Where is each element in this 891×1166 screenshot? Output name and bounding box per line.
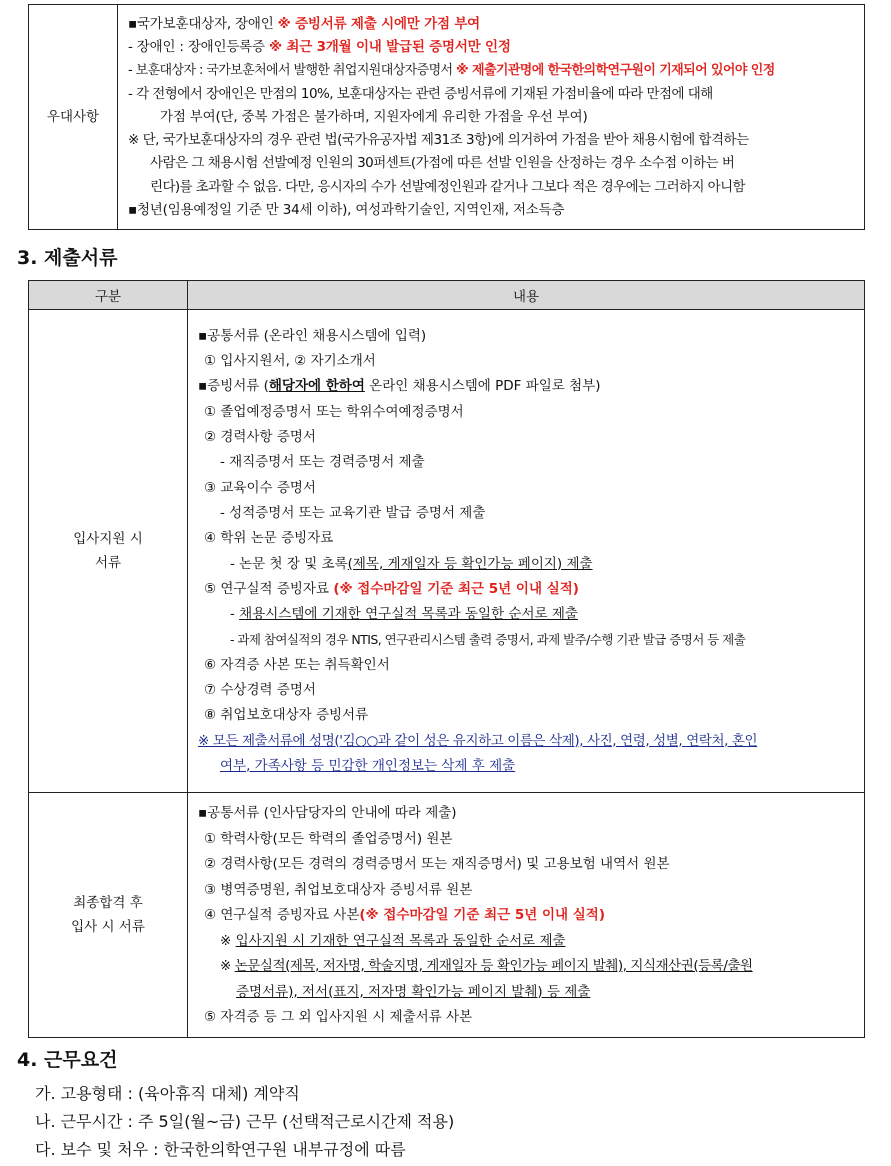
row-label-final: 최종합격 후 입사 시 서류 xyxy=(29,793,188,1038)
list-item: ⑥ 자격증 사본 또는 취득확인서 xyxy=(204,656,390,673)
documents-table xyxy=(28,280,865,1038)
list-item: ② 경력사항 증명서 xyxy=(204,429,316,446)
list-item: ④ 연구실적 증빙자료 사본(※ 접수마감일 기준 최근 5년 이내 실적) xyxy=(204,907,606,923)
table-row xyxy=(29,310,865,793)
section-3-title: 3. 제출서류 xyxy=(17,247,118,269)
list-item: - 재직증명서 또는 경력증명서 제출 xyxy=(220,454,425,471)
list-item: ▪공통서류 (온라인 채용시스템에 입력) xyxy=(198,327,427,344)
row-content-application xyxy=(188,310,865,793)
pref-line-9: ▪청년(임용예정일 기준 만 34세 이하), 여성과학기술인, 지역인재, 저소득층 xyxy=(128,202,565,219)
list-item: ▪공통서류 (인사담당자의 안내에 따라 제출) xyxy=(198,805,457,821)
list-item: ⑦ 수상경력 증명서 xyxy=(204,681,316,698)
list-item: ④ 학위 논문 증빙자료 xyxy=(204,530,334,547)
table-row xyxy=(29,793,865,1038)
pref-line-2: - 장애인 : 장애인등록증 ※ 최근 3개월 이내 발급된 증명서만 인정 xyxy=(128,38,511,55)
column-header-category: 구분 xyxy=(29,281,188,310)
list-item: ① 입사지원서, ② 자기소개서 xyxy=(204,353,376,370)
pref-line-6: ※ 단, 국가보훈대상자의 경우 관련 법(국가유공자법 제31조 3항)에 의거하여 가점을 받아 채용시험에 합격하는 xyxy=(128,132,749,149)
preference-table xyxy=(28,4,865,230)
list-item: - 성적증명서 또는 교육기관 발급 증명서 제출 xyxy=(220,504,486,521)
list-item: ③ 교육이수 증명서 xyxy=(204,479,316,496)
work-condition-a: 가. 고용형태 : (육아휴직 대체) 계약직 xyxy=(35,1084,300,1103)
list-item: - 과제 참여실적의 경우 NTIS, 연구관리시스템 출력 증명서, 과제 발주/수행 기관 발급 증명서 등 제출 xyxy=(230,632,746,648)
work-condition-b: 나. 근무시간 : 주 5일(월~금) 근무 (선택적근로시간제 적용) xyxy=(35,1112,455,1131)
list-item: ① 학력사항(모든 학력의 졸업증명서) 원본 xyxy=(204,830,453,847)
list-item: ⑤ 자격증 등 그 외 입사지원 시 제출서류 사본 xyxy=(204,1009,473,1025)
preference-content xyxy=(118,5,865,230)
row-label-application: 입사지원 시 서류 xyxy=(29,310,188,793)
preference-label: 우대사항 xyxy=(29,5,118,230)
section-4-title: 4. 근무요건 xyxy=(17,1049,118,1071)
list-item: ③ 병역증명원, 취업보호대상자 증빙서류 원본 xyxy=(204,881,473,898)
list-item: ※ 논문실적(제목, 저자명, 학술지명, 게재일자 등 확인가능 페이지 발췌), 지식재산권(등록/출원 xyxy=(220,958,753,974)
pref-line-4: - 각 전형에서 장애인은 만점의 10%, 보훈대상자는 관련 증빙서류에 기재된 가점비율에 따라 만점에 대해 xyxy=(128,85,713,102)
list-item: ▪증빙서류 (해당자에 한하여 온라인 채용시스템에 PDF 파일로 첨부) xyxy=(198,378,601,395)
pref-line-7: 사람은 그 채용시험 선발예정 인원의 30퍼센트(가점에 따른 선발 인원을 산정하는 경우 소수점 이하는 버 xyxy=(150,155,735,172)
list-item: ① 졸업예정증명서 또는 학위수여예정증명서 xyxy=(204,403,464,420)
list-item: ② 경력사항(모든 경력의 경력증명서 또는 재직증명서) 및 고용보험 내역서 원본 xyxy=(204,856,670,872)
pref-line-8: 린다)를 초과할 수 없음. 다만, 응시자의 수가 선발예정인원과 같거나 그보다 적은 경우에는 그러하지 아니함 xyxy=(150,178,745,195)
pref-line-1: ▪국가보훈대상자, 장애인 ※ 증빙서류 제출 시에만 가점 부여 xyxy=(128,15,480,32)
row-content-final xyxy=(188,793,865,1038)
work-condition-c: 다. 보수 및 처우 : 한국한의학연구원 내부규정에 따름 xyxy=(35,1140,406,1159)
pref-line-5: 가점 부여(단, 중복 가점은 불가하며, 지원자에게 유리한 가점을 우선 부여) xyxy=(160,108,588,125)
privacy-note-cont: 여부, 가족사항 등 민감한 개인정보는 삭제 후 제출 xyxy=(220,757,516,774)
list-item: ⑤ 연구실적 증빙자료 (※ 접수마감일 기준 최근 5년 이내 실적) xyxy=(204,580,579,597)
list-item: ⑧ 취업보호대상자 증빙서류 xyxy=(204,707,369,724)
list-item: - 논문 첫 장 및 초록(제목, 게재일자 등 확인가능 페이지) 제출 xyxy=(230,555,593,572)
list-item: 증명서류), 저서(표지, 저자명 확인가능 페이지 발췌) 등 제출 xyxy=(236,983,591,1000)
pref-line-3: - 보훈대상자 : 국가보훈처에서 발행한 취업지원대상자증명서 ※ 제출기관명에 한국한의학연구원이 기재되어 있어야 인정 xyxy=(128,63,775,79)
list-item: - 채용시스템에 기재한 연구실적 목록과 동일한 순서로 제출 xyxy=(230,606,578,623)
column-header-content: 내용 xyxy=(188,281,865,310)
privacy-note: ※ 모든 제출서류에 성명('김○○과 같이 성은 유지하고 이름은 삭제), 사진, 연령, 성별, 연락처, 혼인 xyxy=(198,732,758,749)
list-item: ※ 입사지원 시 기재한 연구실적 목록과 동일한 순서로 제출 xyxy=(220,932,566,949)
